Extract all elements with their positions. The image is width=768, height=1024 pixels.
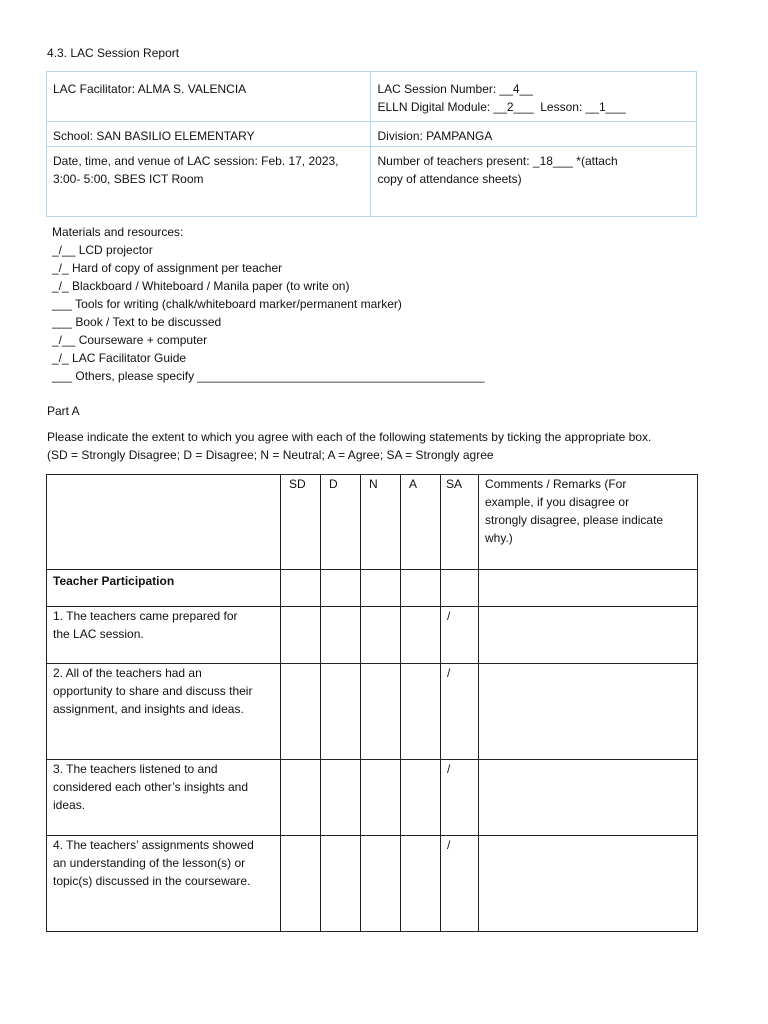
a-cell[interactable] [401,836,441,932]
material-item: ___ Others, please specify ___________________________________________ [52,369,485,383]
statement-line: assignment, and insights and ideas. [53,702,244,716]
material-item: _/__ LCD projector [52,243,153,257]
statement-line: 1. The teachers came prepared for [53,609,238,623]
session-number-label: LAC Session Number: [377,82,500,96]
header-sa: SA [441,475,479,570]
comments-cell[interactable] [479,836,698,932]
a-cell[interactable] [401,664,441,760]
comments-header-line: why.) [485,531,513,545]
date-venue-line-2: 3:00- 5:00, SBES ICT Room [53,172,204,186]
comments-cell[interactable] [479,607,698,664]
date-venue-line-1: Date, time, and venue of LAC session: Feb. 17, 2023, [53,154,339,168]
material-item: ___ Tools for writing (chalk/whiteboard marker/permanent marker) [52,297,402,311]
material-item: _/_ Hard of copy of assignment per teacher [52,261,283,275]
section-title-cell [47,570,281,607]
session-number-value: __4__ [499,82,533,96]
sa-cell[interactable] [441,664,479,760]
division-text: Division: PAMPANGA [377,129,493,143]
sd-cell[interactable] [281,607,321,664]
statement-cell [47,664,281,760]
sd-cell[interactable] [281,664,321,760]
teachers-present-line-2: copy of attendance sheets) [377,172,522,186]
d-cell[interactable] [321,607,361,664]
statement-line: an understanding of the lesson(s) or [53,856,246,870]
material-item: _/_ LAC Facilitator Guide [52,351,187,365]
d-cell[interactable] [321,760,361,836]
header-n: N [361,475,401,570]
statement-line: considered each other’s insights and [53,780,249,794]
comments-header-line: strongly disagree, please indicate [485,513,664,527]
table-row [47,607,698,664]
statement-line: 2. All of the teachers had an [53,666,202,680]
table-row [47,760,698,836]
instructions-line-2: (SD = Strongly Disagree; D = Disagree; N = Neutral; A = Agree; SA = Strongly agree [47,448,494,462]
header-row [47,475,698,570]
table-row [47,664,698,760]
session-number-line [377,80,690,98]
statement-line: opportunity to share and discuss their [53,684,253,698]
statement-line: ideas. [53,798,86,812]
statement-line: the LAC session. [53,627,144,641]
teachers-present-label: Number of teachers present: [377,154,533,168]
division-cell [371,122,697,147]
a-cell[interactable] [401,607,441,664]
statement-line: 3. The teachers listened to and [53,762,218,776]
comments-header-cell [479,475,698,570]
teachers-present-cell [371,147,697,217]
session-number-cell [371,72,697,122]
module-value: __2___ [493,100,534,114]
statement-header-cell [47,475,281,570]
section-row [47,570,698,607]
sd-cell[interactable] [281,760,321,836]
tick-mark: / [447,838,451,852]
sd-cell[interactable] [281,836,321,932]
sa-cell[interactable] [441,836,479,932]
teachers-present-line [377,152,690,170]
materials-title: Materials and resources: [52,225,184,239]
lesson-label: Lesson: [533,100,586,114]
statement-cell [47,836,281,932]
a-cell[interactable] [401,760,441,836]
statement-line: 4. The teachers’ assignments showed [53,838,254,852]
d-cell[interactable] [321,836,361,932]
module-label: ELLN Digital Module: [377,100,494,114]
module-line [377,98,690,116]
facilitator-cell [47,72,371,122]
tick-mark: / [447,762,451,776]
lesson-value: __1___ [585,100,626,114]
n-cell[interactable] [361,664,401,760]
date-venue-cell [47,147,371,217]
instructions [47,428,651,464]
material-item: ___ Book / Text to be discussed [52,315,222,329]
material-item: _/__ Courseware + computer [52,333,208,347]
material-item: _/_ Blackboard / Whiteboard / Manila paper (to write on) [52,279,350,293]
n-cell[interactable] [361,836,401,932]
teachers-present-suffix: *(attach [572,154,618,168]
n-cell[interactable] [361,760,401,836]
rating-table [46,474,698,932]
d-cell[interactable] [321,664,361,760]
comments-header-line: example, if you disagree or [485,495,630,509]
facilitator-text: LAC Facilitator: ALMA S. VALENCIA [53,82,247,96]
instructions-line-1: Please indicate the extent to which you agree with each of the following statements by ticking the appropriate box. [47,430,652,444]
statement-cell [47,760,281,836]
tick-mark: / [447,666,451,680]
statement-line: topic(s) discussed in the courseware. [53,874,251,888]
school-text: School: SAN BASILIO ELEMENTARY [53,129,255,143]
sa-cell[interactable] [441,607,479,664]
comments-cell[interactable] [479,664,698,760]
tick-mark: / [447,609,451,623]
session-info-table [46,71,697,217]
header-a: A [401,475,441,570]
header-sd: SD [281,475,321,570]
sa-cell[interactable] [441,760,479,836]
materials-section [52,223,484,385]
header-d: D [321,475,361,570]
part-a-title: Part A [47,404,80,418]
section-title: Teacher Participation [53,574,175,588]
comments-header-line: Comments / Remarks (For [485,477,627,491]
statement-cell [47,607,281,664]
page-heading: 4.3. LAC Session Report [47,46,180,60]
table-row [47,836,698,932]
comments-cell[interactable] [479,760,698,836]
teachers-present-count: _18___ [532,154,573,168]
n-cell[interactable] [361,607,401,664]
school-cell [47,122,371,147]
